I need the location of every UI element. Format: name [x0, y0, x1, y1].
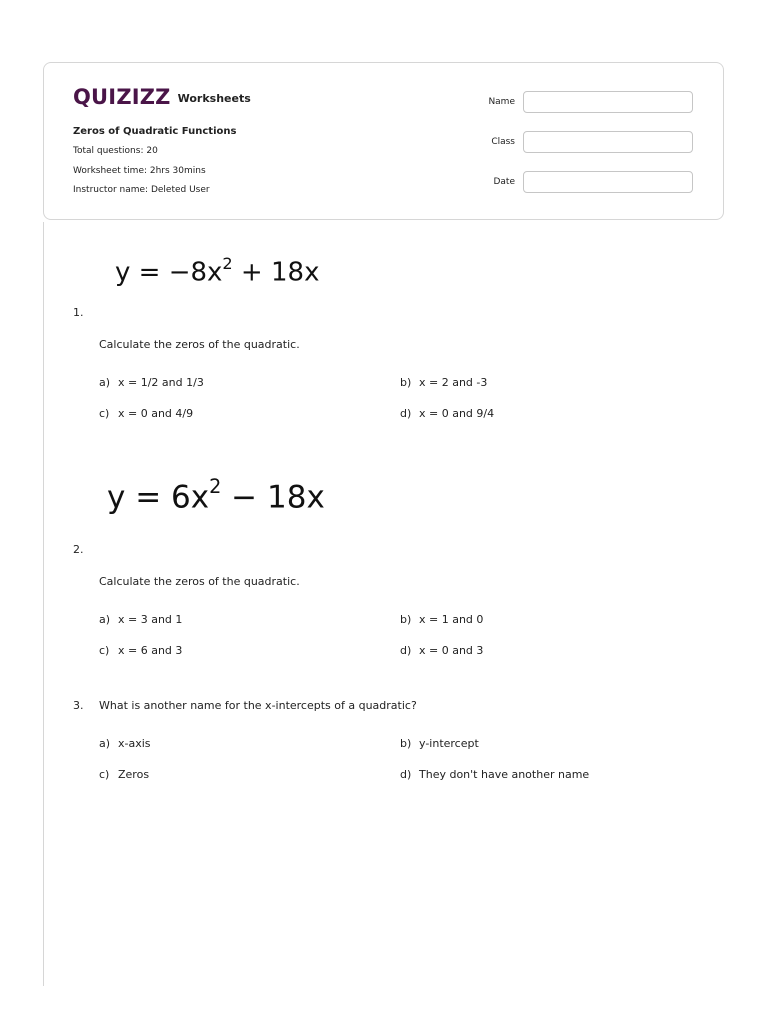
date-field[interactable]	[523, 171, 693, 193]
question-1-option-a[interactable]	[99, 376, 204, 389]
class-label: Class	[491, 137, 515, 147]
option-text: x = 1/2 and 1/3	[118, 376, 204, 389]
equation-lhs: y = −8x	[115, 257, 223, 288]
question-3-number: 3.	[73, 699, 84, 712]
date-label: Date	[493, 177, 515, 187]
option-letter: b)	[400, 737, 412, 750]
option-text: x-axis	[118, 737, 151, 750]
option-letter: b)	[400, 613, 412, 626]
worksheet-time: Worksheet time: 2hrs 30mins	[73, 166, 206, 176]
option-text: x = 0 and 9/4	[419, 407, 495, 420]
option-letter: d)	[400, 644, 412, 657]
quizizz-logo: QUIZIZZ	[73, 85, 171, 109]
question-1-option-c[interactable]	[99, 407, 193, 420]
question-3-option-b[interactable]	[400, 737, 479, 750]
option-letter: a)	[99, 613, 111, 626]
equation-rhs: + 18x	[232, 257, 320, 288]
question-2-option-c[interactable]	[99, 644, 182, 657]
option-letter: a)	[99, 737, 111, 750]
question-3-text: What is another name for the x-intercepts of a quadratic?	[99, 699, 417, 712]
option-letter: b)	[400, 376, 412, 389]
product-name: Worksheets	[177, 91, 251, 105]
option-text: y-intercept	[419, 737, 479, 750]
option-letter: c)	[99, 407, 110, 420]
question-1-option-d[interactable]	[400, 407, 494, 420]
brand	[73, 84, 251, 110]
equation-lhs: y = 6x	[107, 479, 210, 516]
total-questions: Total questions: 20	[73, 146, 158, 156]
option-letter: c)	[99, 644, 110, 657]
option-text: Zeros	[118, 768, 150, 781]
option-letter: c)	[99, 768, 110, 781]
question-2-equation	[107, 475, 325, 516]
question-1-equation	[115, 253, 320, 288]
class-field[interactable]	[523, 131, 693, 153]
option-letter: d)	[400, 407, 412, 420]
question-3-option-a[interactable]	[99, 737, 151, 750]
name-label: Name	[488, 97, 515, 107]
option-text: x = 0 and 4/9	[118, 407, 194, 420]
instructor-name: Instructor name: Deleted User	[73, 185, 210, 195]
option-letter: d)	[400, 768, 412, 781]
equation-exponent: 2	[222, 253, 233, 273]
question-2-option-b[interactable]	[400, 613, 483, 626]
option-text: x = 6 and 3	[118, 644, 183, 657]
option-text: x = 1 and 0	[419, 613, 484, 626]
question-3-option-d[interactable]	[400, 768, 589, 781]
question-1-number: 1.	[73, 306, 84, 319]
option-text: x = 2 and -3	[419, 376, 488, 389]
page-left-border	[43, 222, 44, 986]
question-3-option-c[interactable]	[99, 768, 149, 781]
question-2-text: Calculate the zeros of the quadratic.	[99, 575, 300, 588]
option-text: x = 0 and 3	[419, 644, 484, 657]
option-text: They don't have another name	[419, 768, 590, 781]
name-field[interactable]	[523, 91, 693, 113]
question-1-option-b[interactable]	[400, 376, 487, 389]
question-2-option-a[interactable]	[99, 613, 182, 626]
question-2-number: 2.	[73, 543, 84, 556]
equation-rhs: − 18x	[221, 479, 325, 516]
question-1-text: Calculate the zeros of the quadratic.	[99, 338, 300, 351]
question-2-option-d[interactable]	[400, 644, 483, 657]
option-letter: a)	[99, 376, 111, 389]
equation-exponent: 2	[209, 475, 222, 499]
worksheet-title: Zeros of Quadratic Functions	[73, 126, 237, 137]
option-text: x = 3 and 1	[118, 613, 183, 626]
